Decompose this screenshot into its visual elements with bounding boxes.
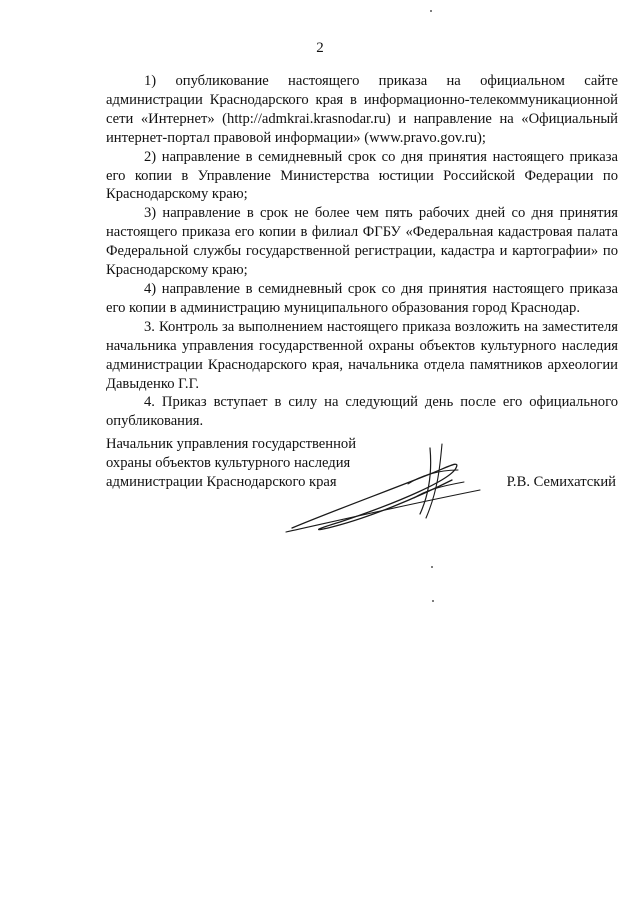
signatory-title: Начальник управления государственной охраны объектов культурного наследия администрации Краснодарского края [106,436,357,490]
page-number: 2 [316,40,324,56]
scan-speck [431,566,433,568]
signatory-name: Р.В. Семихатский [506,473,616,490]
paragraph-municipality: 4) направление в семидневный срок со дня принятия настоящего приказа его копии в администрацию муниципального образования город Краснодар. [106,280,618,316]
scan-speck [432,600,434,602]
document-body [106,72,618,431]
paragraph-control: 3. Контроль за выполнением настоящего приказа возложить на заместителя начальника управления государственной охраны объектов культурного наследия администрации Краснодарского края, начальника отдела памятников археологии Давыденко Г.Г. [106,318,618,392]
paragraph-entry-into-force: 4. Приказ вступает в силу на следующий день после его официального опубликования. [106,394,618,430]
scan-speck [430,10,432,12]
paragraph-cadastral-chamber: 3) направление в срок не более чем пять рабочих дней со дня принятия настоящего приказа его копии в филиал ФГБУ «Федеральная кадастровая палата Федеральной службы государственной регистрации, кадастра и картографии» по Краснодарскому краю; [106,205,618,279]
handwritten-signature [280,440,490,540]
paragraph-ministry-of-justice: 2) направление в семидневный срок со дня принятия настоящего приказа его копии в Управление Министерства юстиции Российской Федерации по Краснодарскому краю; [106,148,618,203]
paragraph-publication: 1) опубликование настоящего приказа на официальном сайте администрации Краснодарского края в информационно-телекоммуникационной сети «Интернет» (http://admkrai.krasnodar.ru) и направление на «Официальный интернет-портал правовой информации» (www.pravo.gov.ru); [106,73,618,146]
